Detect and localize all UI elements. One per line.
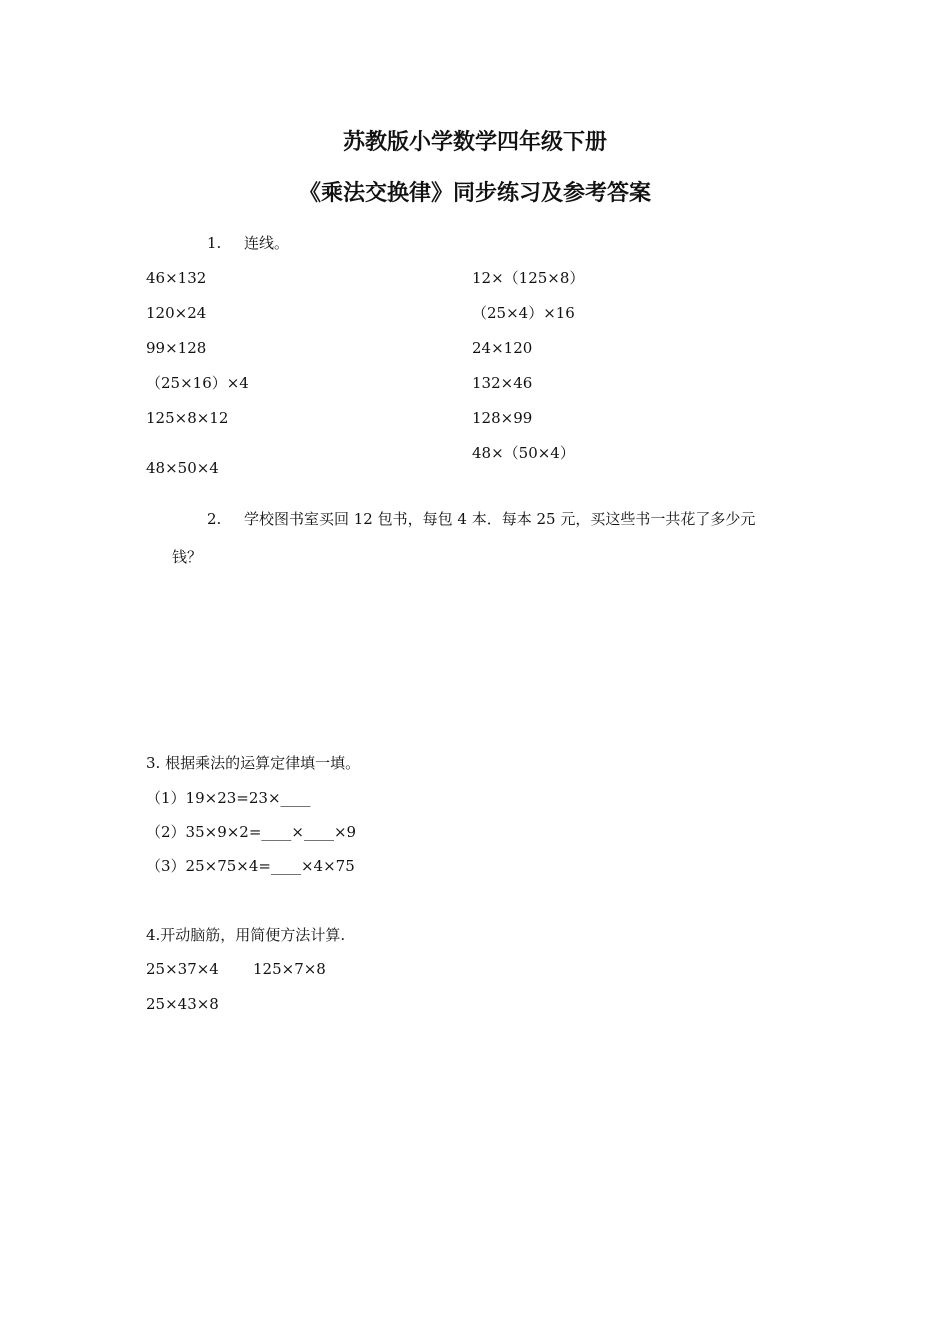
q2-line-2: 钱？ xyxy=(172,548,203,566)
q4-expr-1: 25×37×4 xyxy=(146,960,219,978)
q4-expr-3: 25×43×8 xyxy=(146,995,219,1013)
q2-line-1: 学校图书室买回 12 包书，每包 4 本．每本 25 元，买这些书一共花了多少元 xyxy=(244,510,756,528)
q4-heading: 4.开动脑筋，用简便方法计算. xyxy=(146,926,346,944)
q1-text: 连线。 xyxy=(244,234,290,252)
q1-right-item: （25×4）×16 xyxy=(472,304,575,322)
q1-number: 1. xyxy=(207,234,222,252)
q4-expr-2: 125×7×8 xyxy=(253,960,326,978)
q3-heading: 3. 根据乘法的运算定律填一填。 xyxy=(146,754,361,772)
q2-number: 2. xyxy=(207,510,222,528)
q1-right-item: 24×120 xyxy=(472,339,533,357)
q1-right-item: 132×46 xyxy=(472,374,533,392)
q1-left-item: 46×132 xyxy=(146,269,207,287)
q1-left-item: （25×16）×4 xyxy=(146,374,249,392)
q1-right-item: 48×（50×4） xyxy=(472,444,575,462)
title-line-2: 《乘法交换律》同步练习及参考答案 xyxy=(298,180,651,206)
q1-left-item: 125×8×12 xyxy=(146,409,229,427)
q1-right-item: 128×99 xyxy=(472,409,533,427)
q3-item: （1）19×23=23×____ xyxy=(146,789,311,807)
q3-item: （2）35×9×2=____×____×9 xyxy=(146,823,357,841)
title-line-1: 苏教版小学数学四年级下册 xyxy=(342,129,607,155)
q1-left-item: 120×24 xyxy=(146,304,207,322)
q1-left-item: 99×128 xyxy=(146,339,207,357)
q1-left-item: 48×50×4 xyxy=(146,459,219,477)
q3-item: （3）25×75×4=____×4×75 xyxy=(146,857,355,875)
q1-right-item: 12×（125×8） xyxy=(472,269,585,287)
